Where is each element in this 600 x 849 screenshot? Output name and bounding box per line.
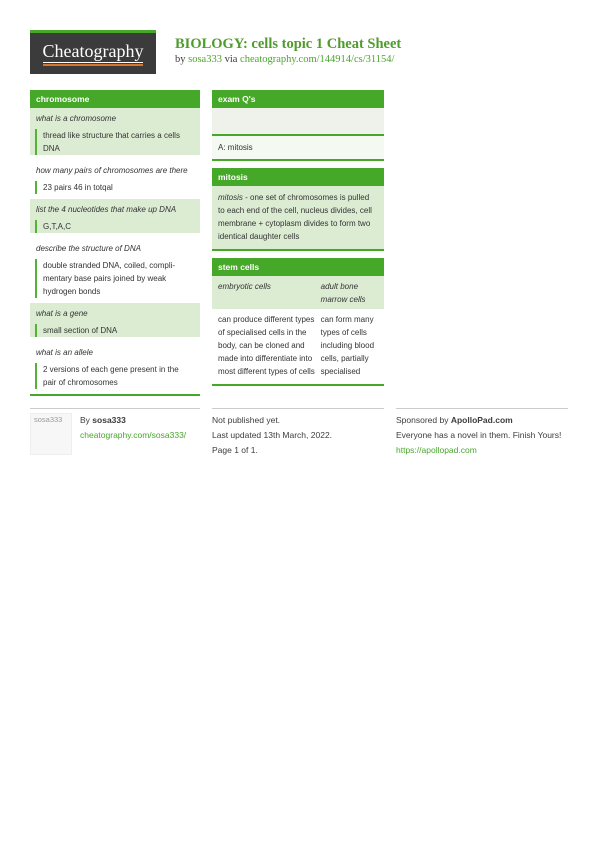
chromosome-box-header: chromosome: [30, 90, 200, 108]
question-text: how many pairs of chromosomes are there: [36, 166, 188, 175]
mitosis-definition: [212, 186, 384, 249]
qa-pair: [30, 238, 200, 298]
footer-status-block: [212, 408, 384, 458]
question-text: what is a gene: [36, 309, 88, 318]
footer-by-label: By: [80, 415, 90, 425]
mitosis-box-header: mitosis: [212, 168, 384, 186]
logo-wordmark: Cheatography: [43, 41, 144, 66]
mitosis-term: mitosis: [218, 193, 243, 202]
mitosis-definition-text: - one set of chromosomes is pulled to each end of the cell, nucleus divides, cell membrane + cytoplasm divides to form two identical daughter cells: [218, 193, 372, 241]
author-avatar[interactable]: sosa333: [30, 413, 72, 455]
answer-text: small section of DNA: [35, 324, 194, 337]
sponsor-tagline: Everyone has a novel in them. Finish Yours!: [396, 430, 562, 440]
publish-status: Not published yet.: [212, 415, 281, 425]
last-updated: Last updated 13th March, 2022.: [212, 430, 333, 440]
qa-pair: [30, 108, 200, 155]
byline: [175, 54, 575, 65]
answer-text: 2 versions of each gene present in the pair of chromosomes: [35, 363, 194, 389]
qa-pair: [30, 303, 200, 337]
byline-prefix: by: [175, 54, 186, 65]
footer-sponsor-block: [396, 408, 568, 458]
footer-author-block: [30, 408, 200, 455]
exam-answer-text: A: mitosis: [212, 136, 384, 159]
stem-cells-box: [212, 258, 384, 386]
sponsor-prefix: Sponsored by: [396, 415, 449, 425]
stem-cells-header-row: [212, 276, 384, 309]
answer-text: G,T,A,C: [35, 220, 194, 233]
stem-cells-box-header: stem cells: [212, 258, 384, 276]
column-left: [30, 90, 200, 403]
chromosome-box: [30, 90, 200, 396]
byline-via: via: [224, 54, 238, 65]
footer-author-name: sosa333: [92, 415, 126, 425]
sponsor-link[interactable]: https://apollopad.com: [396, 445, 477, 455]
mitosis-box: [212, 168, 384, 251]
qa-pair: [30, 199, 200, 233]
column-right: [212, 90, 384, 393]
page-info: Page 1 of 1.: [212, 445, 258, 455]
adult-bone-marrow-text: can form many types of cells including blood cells, partially specialised: [320, 315, 375, 376]
author-link[interactable]: sosa333: [188, 54, 222, 65]
exam-qs-box-header: exam Q's: [212, 90, 384, 108]
answer-text: double stranded DNA, coiled, complimentary base pairs joined by weak hydrogen bonds: [35, 259, 194, 298]
question-text: describe the structure of DNA: [36, 244, 141, 253]
adult-bone-marrow-header: adult bone marrow cells: [320, 282, 366, 304]
sponsor-name: ApolloPad.com: [450, 415, 513, 425]
stem-cells-body-row: [212, 309, 384, 384]
question-text: what is an allele: [36, 348, 93, 357]
question-text: what is a chromosome: [36, 114, 117, 123]
qa-pair: [30, 342, 200, 389]
embryotic-cells-header: embryotic cells: [218, 282, 271, 291]
empty-question-row: [212, 108, 384, 134]
author-profile-link[interactable]: cheatography.com/sosa333/: [80, 430, 187, 440]
exam-qs-box: [212, 90, 384, 161]
answer-text: thread like structure that carries a cells DNA: [35, 129, 194, 155]
footer-author-text: [80, 413, 200, 443]
qa-pair: [30, 160, 200, 194]
question-text: list the 4 nucleotides that make up DNA: [36, 205, 177, 214]
answer-text: 23 pairs 46 in totqal: [35, 181, 194, 194]
sheet-url-link[interactable]: cheatography.com/144914/cs/31154/: [240, 54, 395, 65]
page-title: BIOLOGY: cells topic 1 Cheat Sheet: [175, 36, 402, 52]
embryotic-cells-text: can produce different types of specialised cells in the body, can be cloned and made into differentiate into most different types of cells: [218, 315, 315, 376]
cheatography-logo[interactable]: [30, 30, 156, 74]
